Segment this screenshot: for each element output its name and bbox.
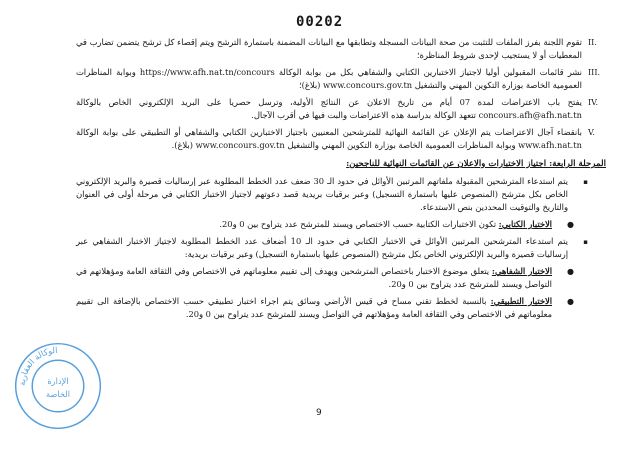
square-bullet-icon: ▪ xyxy=(583,178,588,186)
official-stamp xyxy=(12,340,104,432)
item-text: يتم استدعاء المترشحين المرتبين الأوائل في الاختبار الكتابي في حدود الـ 10 أضعاف عدد الخطط المطلوبة لاجتياز الاختبار الشفاهي عبر إرساليات قصيرة والبريد الإلكتروني الخاص بكل مترشح (المنصوص عليها باستمارة التسجيل) وعبر برقيات بريدية: xyxy=(76,236,568,259)
stamp-ring-text: الوكالة العقارية xyxy=(16,344,58,387)
list-item xyxy=(76,66,601,92)
bullet-dot-icon: ● xyxy=(567,220,574,229)
document-body xyxy=(76,36,606,325)
list-item xyxy=(76,126,596,152)
item-label: الاختبار الكتابي: xyxy=(498,219,552,229)
top-page-number: 00202 xyxy=(296,14,344,30)
list-item xyxy=(76,175,596,214)
item-text: يفتح باب الاعتراضات لمدة 07 أيام من تاريخ الاعلان عن النتائج الأولية، وترسل حصريا على البريد الإلكتروني الخاص بالوكالة concours.afh@afh.nat.tn تتعهد الوكالة بدراسة هذه الاعتراضات والبت فيها في أقرب الآجال. xyxy=(76,97,582,120)
item-numeral: V. xyxy=(588,128,595,137)
item-label: الاختبار الشفاهي: xyxy=(491,266,552,276)
item-text: نشر قائمات المقبولين أوليا لاجتياز الاختبارين الكتابي والشفاهي بكل من بوابة الوكالة https://www.afh.nat.tn/concours وبوابة المناظرات العمومية الخاصة بوزارة التكوين المهني والتشغيل www.concours.gov.tn (بلاغ)؛ xyxy=(76,67,582,90)
item-text: بانقضاء آجال الاعتراضات يتم الإعلان عن القائمة النهائية للمترشحين المعنيين باجتياز الاختبارين الكتابي والشفاهي أو التطبيقي على بوابة الوكالة www.afh.nat.tn وبوابة المناظرات العمومية الخاصة بوزارة التكوين المهني والتشغيل www.concours.gov.tn (بلاغ). xyxy=(76,127,582,150)
item-text: بالنسبة لخطط تقني مساح في قيس الأراضي وسائق يتم اجراء اختبار تطبيقي حسب الاختصاص بالإضافة الى تقييم معلوماتهم في الاختصاص وفي الثقافة العامة ومؤهلاتهم في التواصل ويسند للمترشح عدد يتراوح بين 0 و20. xyxy=(76,296,552,319)
list-item xyxy=(76,265,596,291)
item-numeral: IV. xyxy=(588,98,599,107)
item-text: يتم استدعاء المترشحين المقبولة ملفاتهم المرتبين الأوائل في حدود الـ 30 ضعف عدد الخطط المطلوبة عبر إرساليات قصيرة والبريد الإلكتروني الخاص بكل مترشح (المنصوص عليها باستمارة التسجيل) وعبر برقيات بريدية قصد دعوتهم لاجتياز الاختبار الكتابي في مرحلة أولى في العنوان والتاريخ والتوقيت المحددين بنص الاستدعاء. xyxy=(76,176,568,212)
stamp-center-line2: الخاصة xyxy=(45,389,71,400)
list-item xyxy=(76,235,596,261)
item-numeral: II. xyxy=(588,38,597,47)
item-label: الاختبار التطبيقي: xyxy=(490,296,552,306)
stamp-center-line1: الإدارة xyxy=(47,376,69,387)
square-bullet-icon: ▪ xyxy=(583,238,588,246)
list-item xyxy=(76,218,596,231)
item-numeral: III. xyxy=(588,68,601,77)
item-text: تقوم اللجنة بفرز الملفات للتثبت من صحة البيانات المسجلة وتطابقها مع البيانات المضمنة باستمارة الترشح ويتم إقصاء كل ترشح يتضمن تضارب في المعطيات أو لا يستجيب لإحدى شروط المناظرة؛ xyxy=(76,37,582,60)
bullet-dot-icon: ● xyxy=(567,267,574,276)
bullet-dot-icon: ● xyxy=(567,297,574,306)
item-text: يتعلق موضوع الاختبار باختصاص المترشحين ويهدف إلى تقييم معلوماتهم في الاختصاص وفي الثقافة العامة ومؤهلاتهم في التواصل ويسند للمترشح عدد يتراوح بين 0 و20. xyxy=(76,266,552,289)
section-heading: المرحلة الرابعة: اجتياز الاختبارات والاعلان عن القائمات النهائية للناجحين: xyxy=(346,159,606,169)
item-text: تكون الاختبارات الكتابية حسب الاختصاص ويسند للمترشح عدد يتراوح بين 0 و20. xyxy=(219,219,497,229)
list-item xyxy=(76,36,596,62)
list-item xyxy=(76,295,596,321)
bottom-page-number: 9 xyxy=(316,408,322,418)
list-item xyxy=(76,96,599,122)
